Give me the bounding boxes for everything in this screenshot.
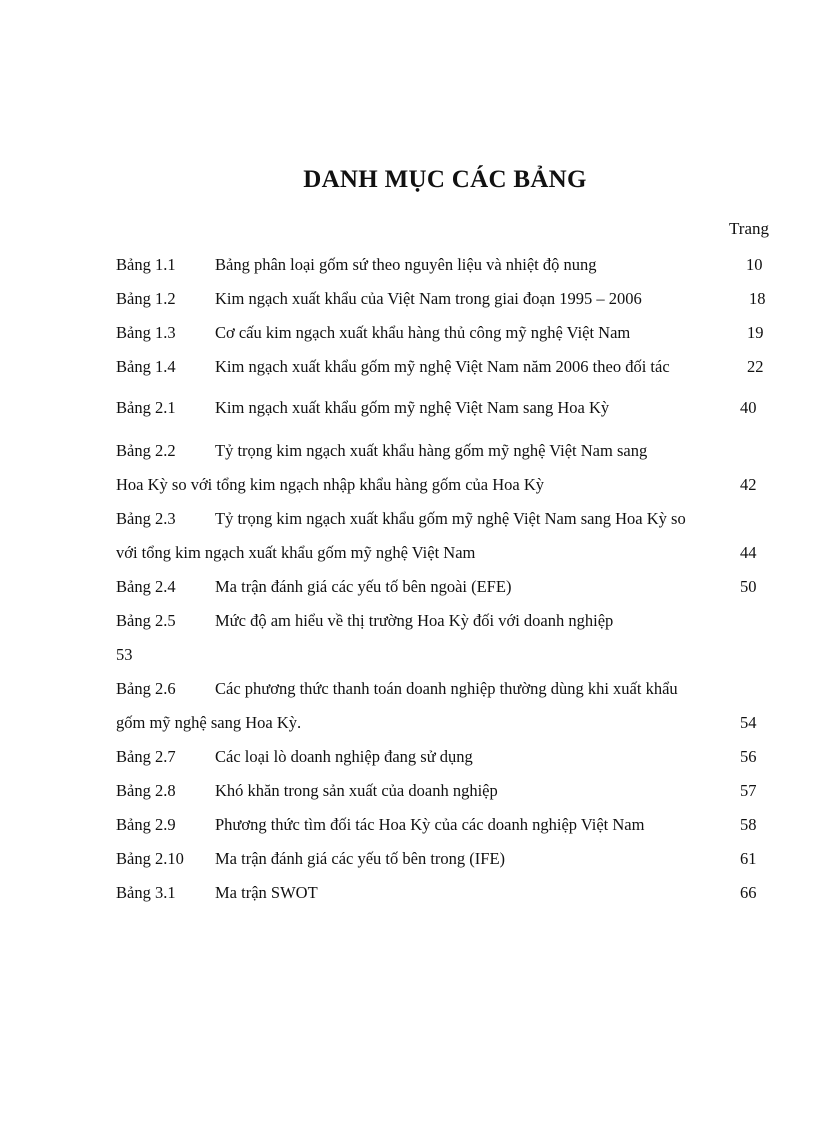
entry-number: Bảng 2.7	[116, 747, 176, 766]
entry-title: Tỷ trọng kim ngạch xuất khẩu hàng gốm mỹ nghệ Việt Nam sang	[215, 441, 648, 460]
toc-entry	[116, 747, 473, 767]
entry-page: 19	[747, 323, 764, 342]
toc-entry	[116, 255, 597, 275]
entry-title: Tỷ trọng kim ngạch xuất khẩu gốm mỹ nghệ Việt Nam sang Hoa Kỳ so	[215, 509, 686, 528]
toc-entry	[116, 323, 630, 343]
entry-page: 10	[746, 255, 763, 274]
entry-title: Kim ngạch xuất khẩu gốm mỹ nghệ Việt Nam sang Hoa Kỳ	[215, 398, 610, 417]
entry-title-continuation: với tổng kim ngạch xuất khẩu gốm mỹ nghệ Việt Nam	[116, 543, 476, 562]
entry-title: Các loại lò doanh nghiệp đang sử dụng	[215, 747, 473, 766]
entry-page: 40	[740, 398, 757, 417]
entry-number: Bảng 2.2	[116, 441, 176, 460]
entry-title-continuation: gốm mỹ nghệ sang Hoa Kỳ.	[116, 713, 302, 732]
toc-entry	[116, 815, 644, 835]
toc-entry	[116, 679, 678, 699]
entry-page: 42	[740, 475, 757, 494]
toc-entry	[116, 509, 686, 529]
entry-title: Ma trận SWOT	[215, 883, 318, 902]
entry-title: Khó khăn trong sản xuất của doanh nghiệp	[215, 781, 498, 800]
page-column-header: Trang	[729, 219, 769, 238]
toc-entry	[116, 357, 670, 377]
toc-entry	[116, 577, 511, 597]
entry-number: Bảng 2.3	[116, 509, 176, 528]
entry-number: Bảng 2.1	[116, 398, 176, 417]
entry-page: 61	[740, 849, 757, 868]
toc-entry	[116, 441, 647, 461]
entry-page: 22	[747, 357, 764, 376]
toc-entry	[116, 883, 318, 903]
entry-page: 50	[740, 577, 757, 596]
entry-number: Bảng 2.4	[116, 577, 176, 596]
entry-page: 53	[116, 645, 133, 664]
entry-title: Phương thức tìm đối tác Hoa Kỳ của các doanh nghiệp Việt Nam	[215, 815, 645, 834]
entry-page: 54	[740, 713, 757, 732]
entry-title: Ma trận đánh giá các yếu tố bên trong (IFE)	[215, 849, 506, 868]
page-title: DANH MỤC CÁC BẢNG	[303, 166, 587, 193]
entry-number: Bảng 1.4	[116, 357, 176, 376]
entry-title: Ma trận đánh giá các yếu tố bên ngoài (EFE)	[215, 577, 512, 596]
entry-number: Bảng 1.3	[116, 323, 176, 342]
entry-title: Cơ cấu kim ngạch xuất khẩu hàng thủ công mỹ nghệ Việt Nam	[215, 323, 631, 342]
entry-number: Bảng 3.1	[116, 883, 176, 902]
entry-title: Các phương thức thanh toán doanh nghiệp thường dùng khi xuất khẩu	[215, 679, 678, 698]
toc-entry	[116, 289, 642, 309]
entry-title: Mức độ am hiểu về thị trường Hoa Kỳ đối với doanh nghiệp	[215, 611, 614, 630]
entry-title: Bảng phân loại gốm sứ theo nguyên liệu và nhiệt độ nung	[215, 255, 597, 274]
entry-page: 58	[740, 815, 757, 834]
entry-page: 66	[740, 883, 757, 902]
entry-title-continuation: Hoa Kỳ so với tổng kim ngạch nhập khẩu hàng gốm của Hoa Kỳ	[116, 475, 545, 494]
entry-title: Kim ngạch xuất khẩu gốm mỹ nghệ Việt Nam năm 2006 theo đối tác	[215, 357, 670, 376]
entry-number: Bảng 2.9	[116, 815, 176, 834]
entry-number: Bảng 2.8	[116, 781, 176, 800]
entry-number: Bảng 1.1	[116, 255, 176, 274]
entry-number: Bảng 2.6	[116, 679, 176, 698]
entry-page: 18	[749, 289, 766, 308]
entry-number: Bảng 2.5	[116, 611, 176, 630]
entry-page: 56	[740, 747, 757, 766]
toc-entry	[116, 849, 505, 869]
entry-number: Bảng 2.10	[116, 849, 184, 868]
toc-entry	[116, 781, 498, 801]
toc-entry	[116, 611, 613, 631]
entry-page: 57	[740, 781, 757, 800]
toc-entry	[116, 398, 609, 418]
entry-number: Bảng 1.2	[116, 289, 176, 308]
entry-title: Kim ngạch xuất khẩu của Việt Nam trong giai đoạn 1995 – 2006	[215, 289, 642, 308]
entry-page: 44	[740, 543, 757, 562]
